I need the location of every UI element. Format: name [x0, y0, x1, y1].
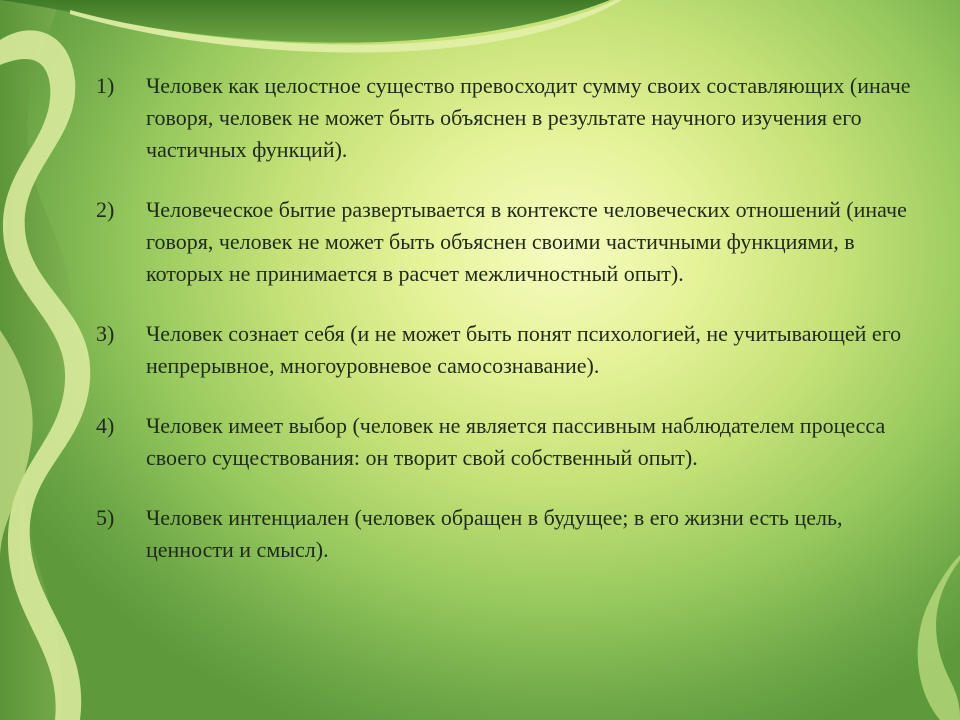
list-item-text: Человеческое бытие развертывается в контексте человеческих отношений (иначе говоря, человек не может быть объяснен своими частичными функциями, в которых не принимается в расчет межличностный опыт). [146, 197, 907, 286]
list-item-text: Человек интенциален (человек обращен в будущее; в его жизни есть цель, ценности и смысл). [146, 505, 843, 562]
list-item-number: 4) [96, 413, 115, 438]
list-item-number: 5) [96, 505, 115, 530]
list-item [96, 194, 926, 290]
list-item [96, 410, 926, 474]
list-item-text: Человек сознает себя (и не может быть понят психологией, не учитывающей его непрерывное, многоуровневое самосознавание). [146, 321, 902, 378]
numbered-list [96, 70, 926, 594]
list-item-number: 1) [96, 73, 115, 98]
list-item-number: 2) [96, 197, 115, 222]
list-item [96, 502, 926, 566]
list-item-number: 3) [96, 321, 115, 346]
list-item [96, 318, 926, 382]
list-item [96, 70, 926, 166]
list-item-text: Человек как целостное существо превосходит сумму своих составляющих (иначе говоря, человек не может быть объяснен в результате научного изучения его частичных функций). [146, 73, 911, 162]
list-item-text: Человек имеет выбор (человек не является пассивным наблюдателем процесса своего существования: он творит свой собственный опыт). [146, 413, 886, 470]
